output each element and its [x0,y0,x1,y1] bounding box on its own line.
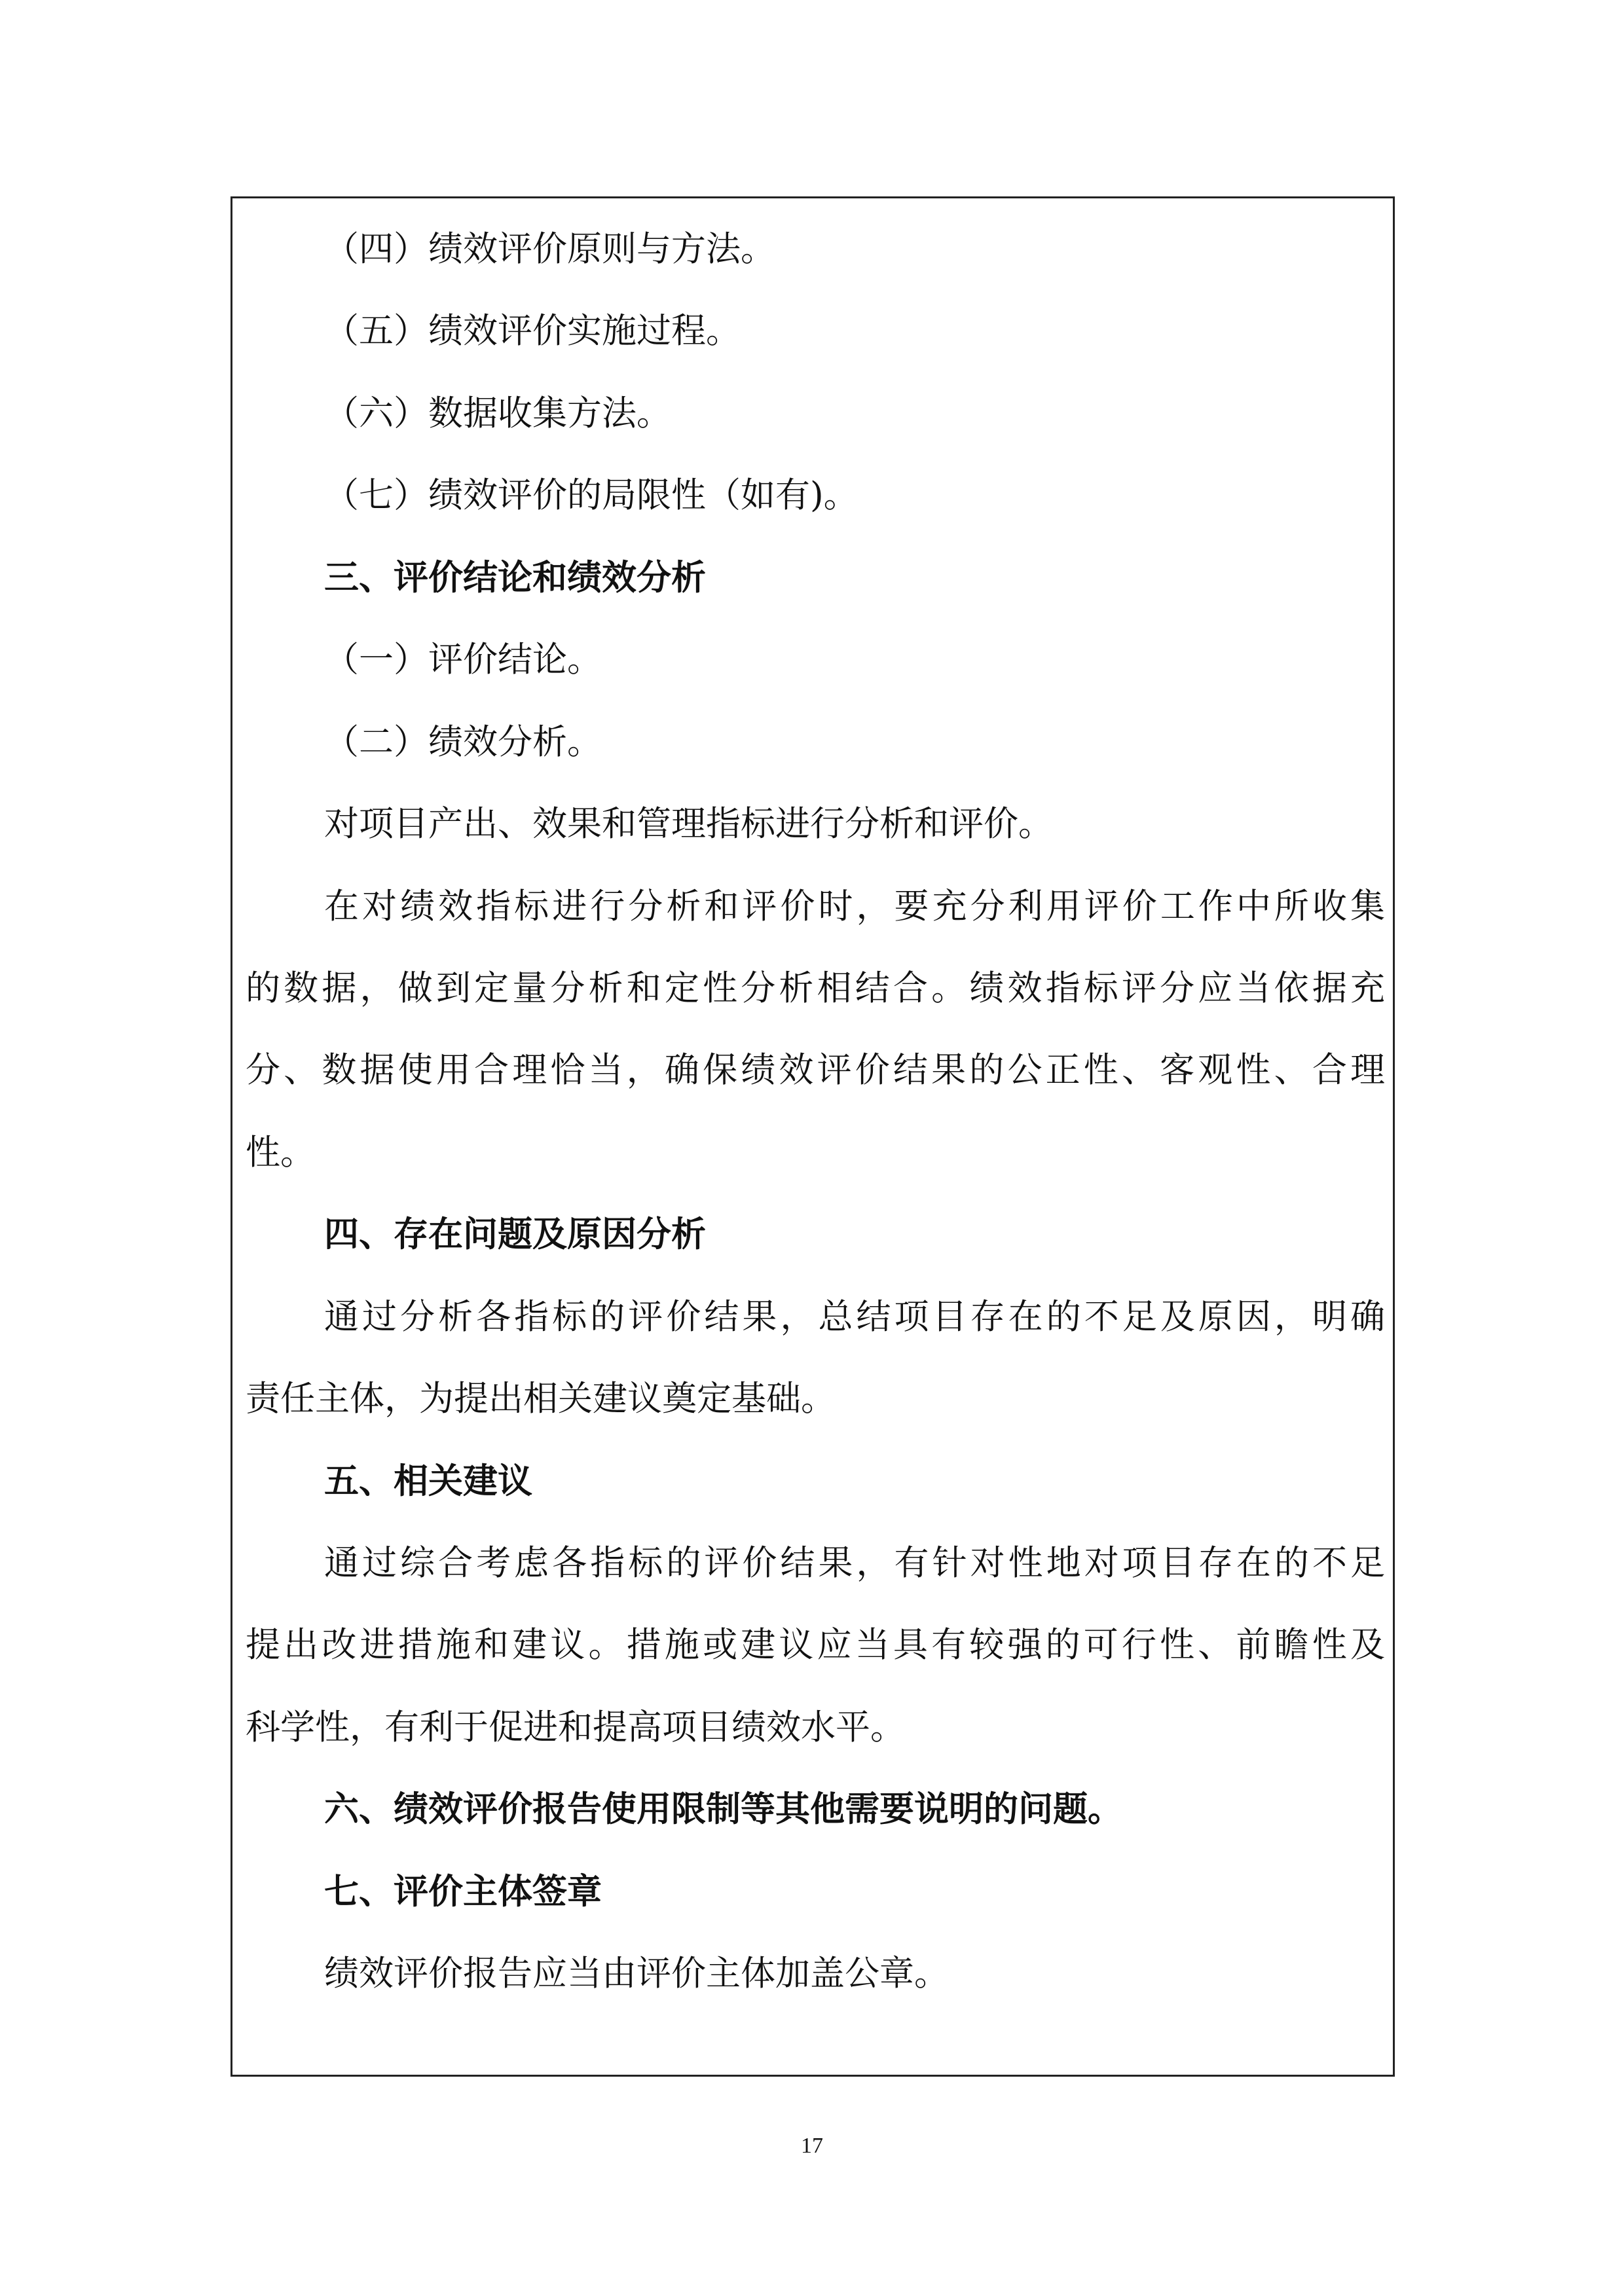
section-5-paragraph-line-3: 科学性，有利于促进和提高项目绩效水平。 [246,1707,905,1747]
section-5-heading: 五、相关建议 [324,1461,532,1501]
page-number: 17 [801,2134,823,2158]
section-6-heading: 六、绩效评价报告使用限制等其他需要说明的问题。 [324,1789,1122,1829]
section-4-paragraph-line-1: 通过分析各指标的评价结果，总结项目存在的不足及原因，明确 [324,1297,1385,1337]
list-item-4: （四）绩效评价原则与方法。 [324,229,775,269]
section-4-heading: 四、存在问题及原因分析 [324,1214,706,1254]
section-3-item-2: （二）绩效分析。 [324,722,602,762]
section-3-paragraph-2-line-3: 分、数据使用合理恰当，确保绩效评价结果的公正性、客观性、合理 [246,1050,1385,1090]
list-item-7: （七）绩效评价的局限性（如有)。 [324,475,858,515]
section-3-paragraph-1: 对项目产出、效果和管理指标进行分析和评价。 [324,804,1053,844]
list-item-6: （六）数据收集方法。 [324,393,671,433]
section-3-paragraph-2-line-2: 的数据，做到定量分析和定性分析相结合。绩效指标评分应当依据充 [246,968,1385,1008]
section-7-heading: 七、评价主体签章 [324,1872,602,1912]
section-3-paragraph-2-line-1: 在对绩效指标进行分析和评价时，要充分利用评价工作中所收集 [324,886,1385,926]
list-item-5: （五）绩效评价实施过程。 [324,311,741,351]
section-7-paragraph: 绩效评价报告应当由评价主体加盖公章。 [324,1954,949,1994]
section-4-paragraph-line-2: 责任主体，为提出相关建议奠定基础。 [246,1379,836,1419]
section-3-item-1: （一）评价结论。 [324,640,602,680]
section-3-heading: 三、评价结论和绩效分析 [324,558,706,598]
section-5-paragraph-line-1: 通过综合考虑各指标的评价结果，有针对性地对项目存在的不足 [324,1543,1385,1583]
section-5-paragraph-line-2: 提出改进措施和建议。措施或建议应当具有较强的可行性、前瞻性及 [246,1625,1385,1665]
section-3-paragraph-2-line-4: 性。 [246,1133,315,1173]
